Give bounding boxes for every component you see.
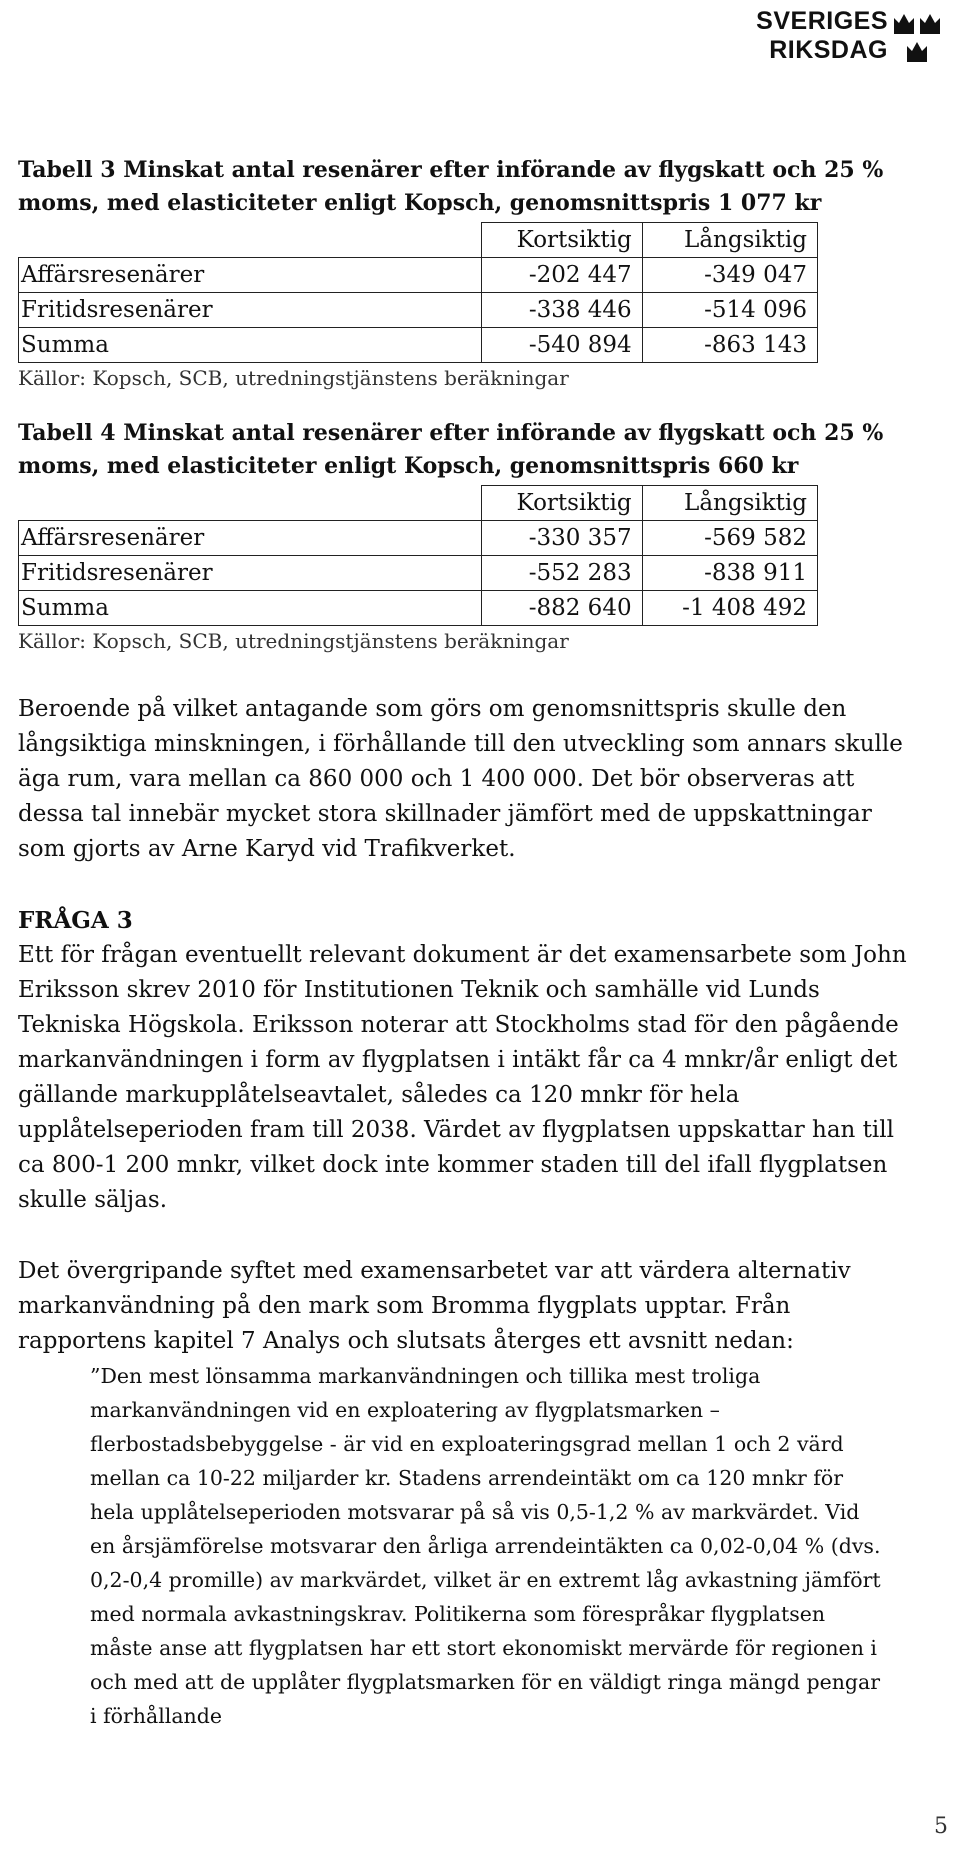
table-cell: -838 911 [642,556,817,591]
table-cell: -202 447 [481,258,642,293]
table-cell: -540 894 [481,328,642,363]
table-cell: Summa [19,328,482,363]
table-cell: -552 283 [481,556,642,591]
riksdag-logo [736,6,946,64]
table-cell: -349 047 [642,258,817,293]
table-cell: Fritidsresenärer [19,293,482,328]
table-cell: -882 640 [481,591,642,626]
three-crowns-icon [890,8,946,64]
table-header-cell: Långsiktig [642,223,817,258]
table-cell: Fritidsresenärer [19,556,482,591]
table-row [19,328,818,363]
table-4-caption: Tabell 4 Minskat antal resenärer efter införande av flygskatt och 25 % moms, med elasticiteter enligt Kopsch, genomsnittspris 660 kr [18,420,884,479]
table-4 [18,485,818,626]
logo-line-1: SVERIGES [756,7,888,35]
table-header-cell [19,486,482,521]
paragraph-syfte: Det övergripande syftet med examensarbetet var att värdera alternativ markanvändning på den mark som Bromma flygplats upptar. Från rapportens kapitel 7 Analys och slutsats återges ett avsnitt nedan: [18,1258,851,1354]
document-body [18,154,908,1733]
table-row [19,258,818,293]
table-cell: Affärsresenärer [19,258,482,293]
table-cell: -514 096 [642,293,817,328]
page-number: 5 [934,1814,948,1839]
table-header-row [19,223,818,258]
table-cell: -1 408 492 [642,591,817,626]
table-cell: Summa [19,591,482,626]
table-row [19,556,818,591]
table-4-source: Källor: Kopsch, SCB, utredningstjänstens beräkningar [18,629,569,653]
table-3 [18,222,818,363]
table-cell: -569 582 [642,521,817,556]
section-heading: FRÅGA 3 [18,907,133,934]
table-header-cell: Kortsiktig [481,486,642,521]
table-header-row [19,486,818,521]
paragraph-examensarbete: Ett för frågan eventuellt relevant dokument är det examensarbete som John Eriksson skrev 2010 för Institutionen Teknik och samhälle vid Lunds Tekniska Högskola. Eriksson noterar att Stockholms stad för den pågående markanvändningen i form av flygplatsen i intäkt får ca 4 mnkr/år enligt det gällande markupplåtelseavtalet, således ca 120 mnkr för hela upplåtelseperioden fram till 2038. Värdet av flygplatsen uppskattar han till ca 800-1 200 mnkr, vilket dock inte kommer staden till del ifall flygplatsen skulle säljas. [18,942,907,1213]
table-row [19,591,818,626]
table-cell: Affärsresenärer [19,521,482,556]
table-3-source: Källor: Kopsch, SCB, utredningstjänstens beräkningar [18,366,569,390]
table-cell: -338 446 [481,293,642,328]
table-cell: -863 143 [642,328,817,363]
table-header-cell [19,223,482,258]
table-3-caption: Tabell 3 Minskat antal resenärer efter införande av flygskatt och 25 % moms, med elasticiteter enligt Kopsch, genomsnittspris 1 077 kr [18,157,884,216]
table-header-cell: Långsiktig [642,486,817,521]
table-row [19,293,818,328]
table-header-cell: Kortsiktig [481,223,642,258]
logo-line-2: RIKSDAG [769,36,888,64]
block-quote: ”Den mest lönsamma markanvändningen och tillika mest troliga markanvändningen vid en exploatering av flygplatsmarken – flerbostadsbebyggelse - är vid en exploateringsgrad mellan 1 och 2 värd mellan ca 10-22 miljarder kr. Stadens arrendeintäkt om ca 120 mnkr för hela upplåtelseperioden motsvarar på så vis 0,5-1,2 % av markvärdet. Vid en årsjämförelse motsvarar den årliga arrendeintäkten ca 0,02-0,04 % (dvs. 0,2-0,4 promille) av markvärdet, vilket är en extremt låg avkastning jämfört med normala avkastningskrav. Politikerna som förespråkar flygplatsen måste anse att flygplatsen har ett stort ekonomiskt mervärde för regionen i och med att de upplåter flygplatsmarken för en väldigt ringa mängd pengar i förhållande [90,1364,881,1728]
table-cell: -330 357 [481,521,642,556]
paragraph-genomsnittspris: Beroende på vilket antagande som görs om genomsnittspris skulle den långsiktiga minskningen, i förhållande till den utveckling som annars skulle äga rum, vara mellan ca 860 000 och 1 400 000. Det bör observeras att dessa tal innebär mycket stora skillnader jämfört med de uppskattningar som gjorts av Arne Karyd vid Trafikverket. [18,696,903,862]
table-row [19,521,818,556]
